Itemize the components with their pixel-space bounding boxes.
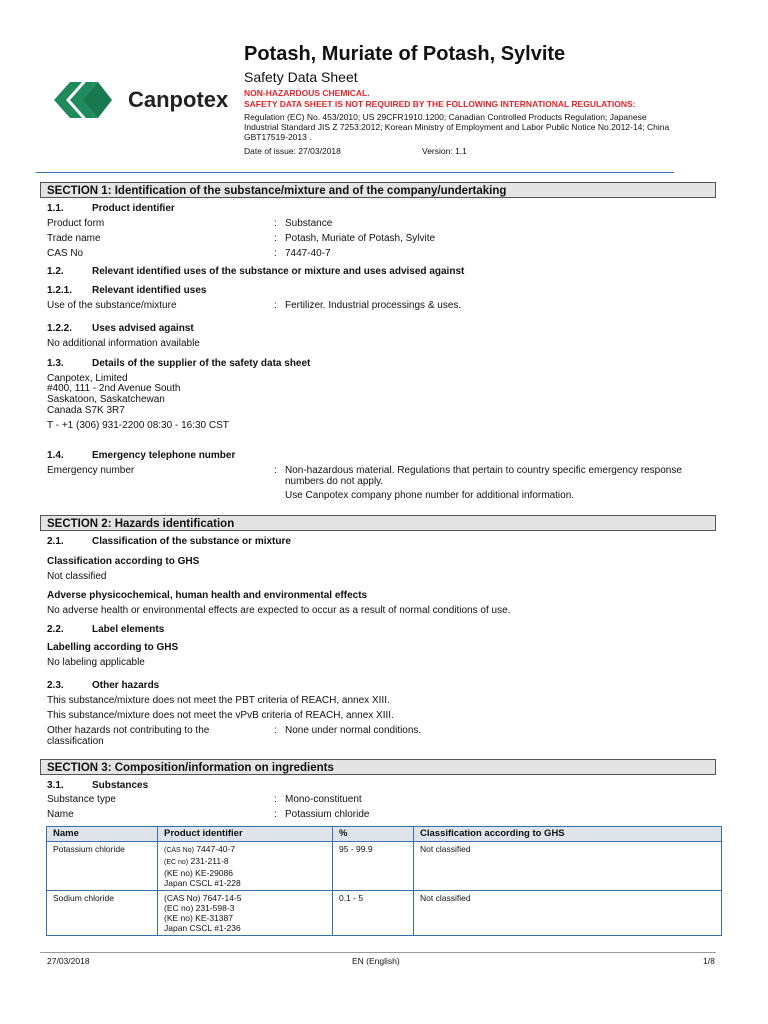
- logo-text: Canpotex: [128, 87, 229, 112]
- field-value: None under normal conditions.: [285, 725, 422, 736]
- table-cell: Potassium chloride: [47, 842, 158, 891]
- supplier-address: #400, 111 - 2nd Avenue South: [47, 383, 181, 394]
- section-number: 1.2.1.: [47, 285, 73, 296]
- field-label: Use of the substance/mixture: [47, 300, 177, 311]
- table-row: [47, 891, 722, 936]
- document-title: Potash, Muriate of Potash, Sylvite: [244, 43, 566, 65]
- section-number: 3.1.: [47, 780, 64, 791]
- supplier-phone: T - +1 (306) 931-2200 08:30 - 16:30 CST: [47, 420, 229, 431]
- supplier-name: Canpotex, Limited: [47, 373, 128, 384]
- table-cell: Sodium chloride: [47, 891, 158, 936]
- regulation-line-3: GBT17519-2013 .: [244, 132, 312, 142]
- table-cell: 0.1 - 5: [333, 891, 414, 936]
- field-value: Potassium chloride: [285, 809, 370, 820]
- field-label: Trade name: [47, 233, 101, 244]
- section-number: 1.4.: [47, 450, 64, 461]
- regulation-line-1: Regulation (EC) No. 453/2010; US 29CFR1910.1200; Canadian Controlled Products Regulation; Japanese: [244, 112, 647, 122]
- version: Version: 1.1: [422, 146, 467, 156]
- field-value: 7447-40-7: [285, 248, 331, 259]
- header-divider: [36, 172, 674, 173]
- field-label: Product form: [47, 218, 105, 229]
- non-hazard-warning: NON-HAZARDOUS CHEMICAL.: [244, 88, 370, 98]
- logo-diamond-icon: [52, 80, 114, 120]
- footer-divider: [40, 952, 716, 953]
- subsection-heading: Uses advised against: [92, 323, 194, 334]
- sds-not-required-warning: SAFETY DATA SHEET IS NOT REQUIRED BY THE FOLLOWING INTERNATIONAL REGULATIONS:: [244, 99, 636, 109]
- document-subtitle: Safety Data Sheet: [244, 69, 358, 85]
- field-label: Other hazards not contributing to the: [47, 725, 210, 736]
- field-value: Potash, Muriate of Potash, Sylvite: [285, 233, 436, 244]
- column-header: Name: [47, 827, 158, 842]
- body-text: No additional information available: [47, 338, 200, 349]
- composition-table: [46, 826, 722, 936]
- section-number: 2.2.: [47, 624, 64, 635]
- table-cell: Not classified: [414, 891, 722, 936]
- table-cell: 95 - 99.9: [333, 842, 414, 891]
- table-cell: Not classified: [414, 842, 722, 891]
- subsection-heading: Other hazards: [92, 680, 160, 691]
- supplier-address: Saskatoon, Saskatchewan: [47, 394, 165, 405]
- subsection-heading: Substances: [92, 780, 149, 791]
- subsection-heading: Relevant identified uses of the substance or mixture and uses advised against: [92, 266, 465, 277]
- subsection-heading: Label elements: [92, 624, 165, 635]
- adverse-effects-heading: Adverse physicochemical, human health and environmental effects: [47, 590, 368, 601]
- footer-date: 27/03/2018: [47, 956, 90, 966]
- subsection-heading: Classification of the substance or mixture: [92, 536, 291, 547]
- column-header: Classification according to GHS: [414, 827, 722, 842]
- table-row: [47, 842, 722, 891]
- section-3-heading: SECTION 3: Composition/information on ingredients: [40, 759, 716, 775]
- field-value: Substance: [285, 218, 333, 229]
- table-cell: (CAS No) 7647-14-5 (EC no) 231-598-3 (KE no) KE-31387 Japan CSCL #1-236: [158, 891, 333, 936]
- section-number: 1.1.: [47, 203, 64, 214]
- field-label: Substance type: [47, 794, 116, 805]
- regulation-line-2: Industrial Standard JIS Z 7253:2012; Korean Ministry of Employment and Labor Public Notice No.2012-14; China: [244, 122, 670, 132]
- footer-language: EN (English): [352, 956, 400, 966]
- column-header: Product identifier: [158, 827, 333, 842]
- body-text: Not classified: [47, 571, 107, 582]
- footer-page-number: 1/8: [703, 956, 715, 966]
- field-value: numbers do not apply.: [285, 476, 384, 487]
- section-number: 1.2.2.: [47, 323, 73, 334]
- field-label: CAS No: [47, 248, 84, 259]
- supplier-address: Canada S7K 3R7: [47, 405, 125, 416]
- body-text: This substance/mixture does not meet the PBT criteria of REACH, annex XIII.: [47, 695, 390, 706]
- section-number: 1.3.: [47, 358, 64, 369]
- subsection-heading: Emergency telephone number: [92, 450, 236, 461]
- body-text: This substance/mixture does not meet the vPvB criteria of REACH, annex XIII.: [47, 710, 394, 721]
- column-header: %: [333, 827, 414, 842]
- date-of-issue: Date of issue: 27/03/2018: [244, 146, 341, 156]
- section-2-heading: SECTION 2: Hazards identification: [40, 515, 716, 531]
- table-cell: (CAS No) 7447-40-7 (EC no) 231-211-8 (KE no) KE-29086 Japan CSCL #1-228: [158, 842, 333, 891]
- subsection-heading: Details of the supplier of the safety data sheet: [92, 358, 311, 369]
- field-value: Use Canpotex company phone number for additional information.: [285, 490, 575, 501]
- subsection-heading: Relevant identified uses: [92, 285, 207, 296]
- field-value: Non-hazardous material. Regulations that pertain to country specific emergency response: [285, 465, 682, 476]
- section-number: 2.3.: [47, 680, 64, 691]
- company-logo: [52, 80, 232, 120]
- field-label: Name: [47, 809, 74, 820]
- section-number: 1.2.: [47, 266, 64, 277]
- labelling-heading: Labelling according to GHS: [47, 642, 179, 653]
- body-text: No adverse health or environmental effects are expected to occur as a result of normal conditions of use.: [47, 605, 511, 616]
- subsection-heading: Product identifier: [92, 203, 175, 214]
- field-label: Emergency number: [47, 465, 135, 476]
- field-value: Mono-constituent: [285, 794, 362, 805]
- field-value: Fertilizer. Industrial processings & uses.: [285, 300, 462, 311]
- body-text: No labeling applicable: [47, 657, 145, 668]
- ghs-heading: Classification according to GHS: [47, 556, 200, 567]
- field-label: classification: [47, 736, 104, 747]
- section-1-heading: SECTION 1: Identification of the substance/mixture and of the company/undertaking: [40, 182, 716, 198]
- section-number: 2.1.: [47, 536, 64, 547]
